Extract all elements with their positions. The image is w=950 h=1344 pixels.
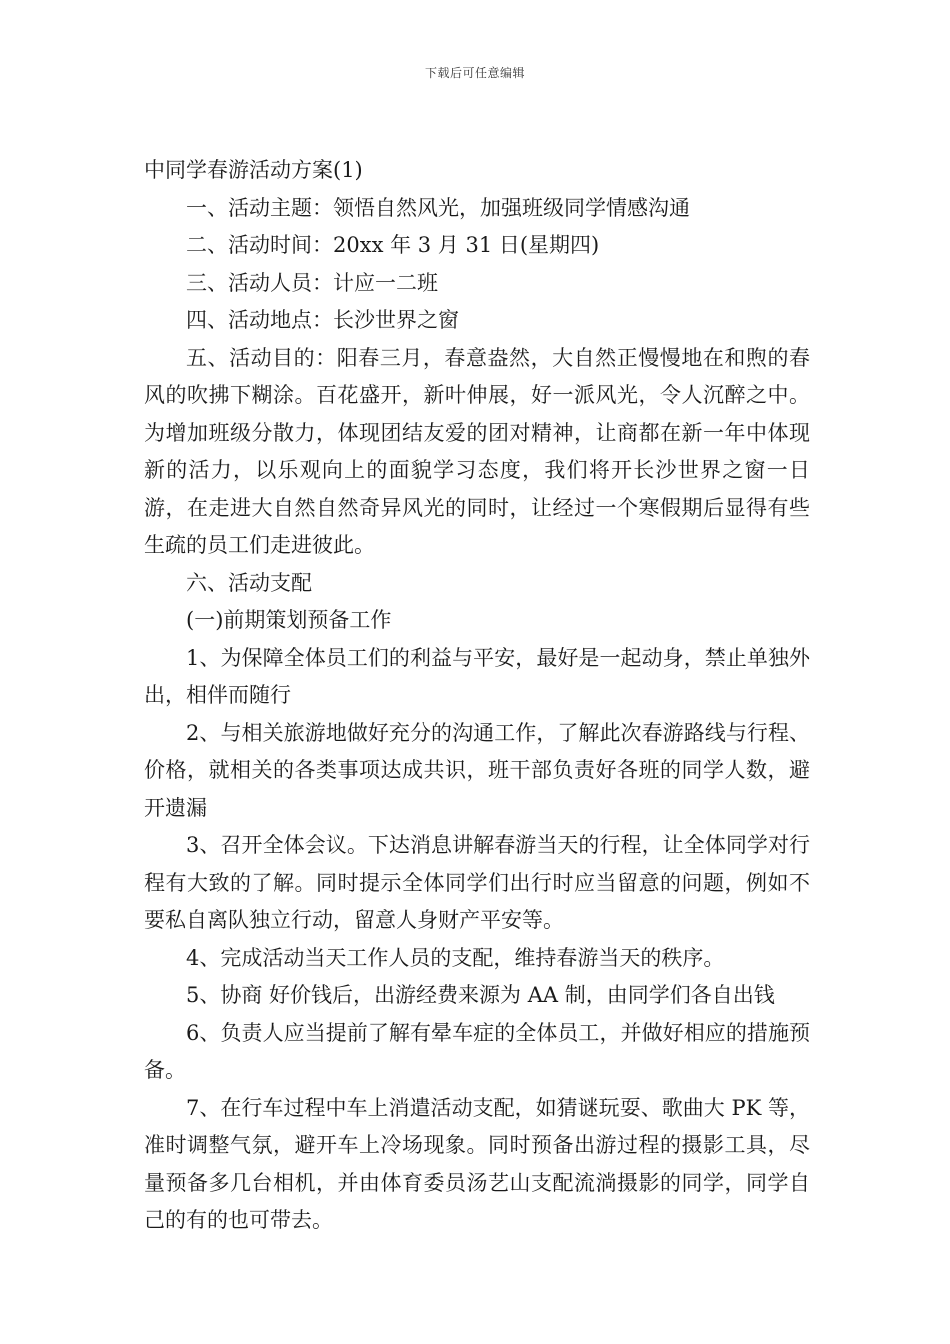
page-header: 下载后可任意编辑	[424, 66, 525, 80]
paragraph-item-5: 5、协商 好价钱后，出游经费来源为 AA 制，由同学们各自出钱	[186, 983, 775, 1007]
paragraph-participants: 三、活动人员：计应一二班	[186, 270, 438, 295]
paragraph-item-1: 1、为保障全体员工们的利益与平安，最好是一起动身，禁止单独外出，相伴而随行	[144, 645, 810, 707]
paragraph-item-3: 3、召开全体会议。下达消息讲解春游当天的行程，让全体同学对行程有大致的了解。同时提示全体同学们出行时应当留意的问题，例如不要私自离队独立行动，留意人身财产平安等。	[144, 833, 810, 932]
document-body	[144, 152, 810, 1240]
paragraph-location: 四、活动地点：长沙世界之窗	[186, 308, 459, 332]
paragraph-item-4: 4、完成活动当天工作人员的支配，维持春游当天的秩序。	[186, 945, 725, 970]
paragraph-time: 二、活动时间：20xx 年 3 月 31 日(星期四)	[186, 233, 600, 257]
paragraph-arrangement-heading: 六、活动支配	[186, 570, 312, 595]
document-title: 中同学春游活动方案(1)	[144, 158, 363, 182]
paragraph-theme: 一、活动主题：领悟自然风光，加强班级同学情感沟通	[186, 195, 690, 220]
paragraph-item-7: 7、在行车过程中车上消遣活动支配，如猜谜玩耍、歌曲大 PK 等，准时调整气氛，避开车上冷场现象。同时预备出游过程的摄影工具，尽量预备多几台相机，并由体育委员汤艺山支配流淌摄影的同学，同学自己的有的也可带去。	[144, 1095, 810, 1232]
paragraph-item-2: 2、与相关旅游地做好充分的沟通工作，了解此次春游路线与行程、价格，就相关的各类事项达成共识，班干部负责好各班的同学人数，避开遗漏	[144, 720, 810, 820]
paragraph-item-6: 6、负责人应当提前了解有晕车症的全体员工，并做好相应的措施预备。	[144, 1020, 810, 1082]
paragraph-preparation-heading: (一)前期策划预备工作	[186, 608, 392, 632]
paragraph-purpose: 五、活动目的：阳春三月，春意盎然，大自然正慢慢地在和煦的春风的吹拂下糊涂。百花盛开，新叶伸展，好一派风光，令人沉醉之中。为增加班级分散力，体现团结友爱的团对精神，让商都在新一年中体现新的活力，以乐观向上的面貌学习态度，我们将开长沙世界之窗一日游，在走进大自然自然奇异风光的同时，让经过一个寒假期后显得有些生疏的员工们走进彼此。	[144, 345, 810, 557]
